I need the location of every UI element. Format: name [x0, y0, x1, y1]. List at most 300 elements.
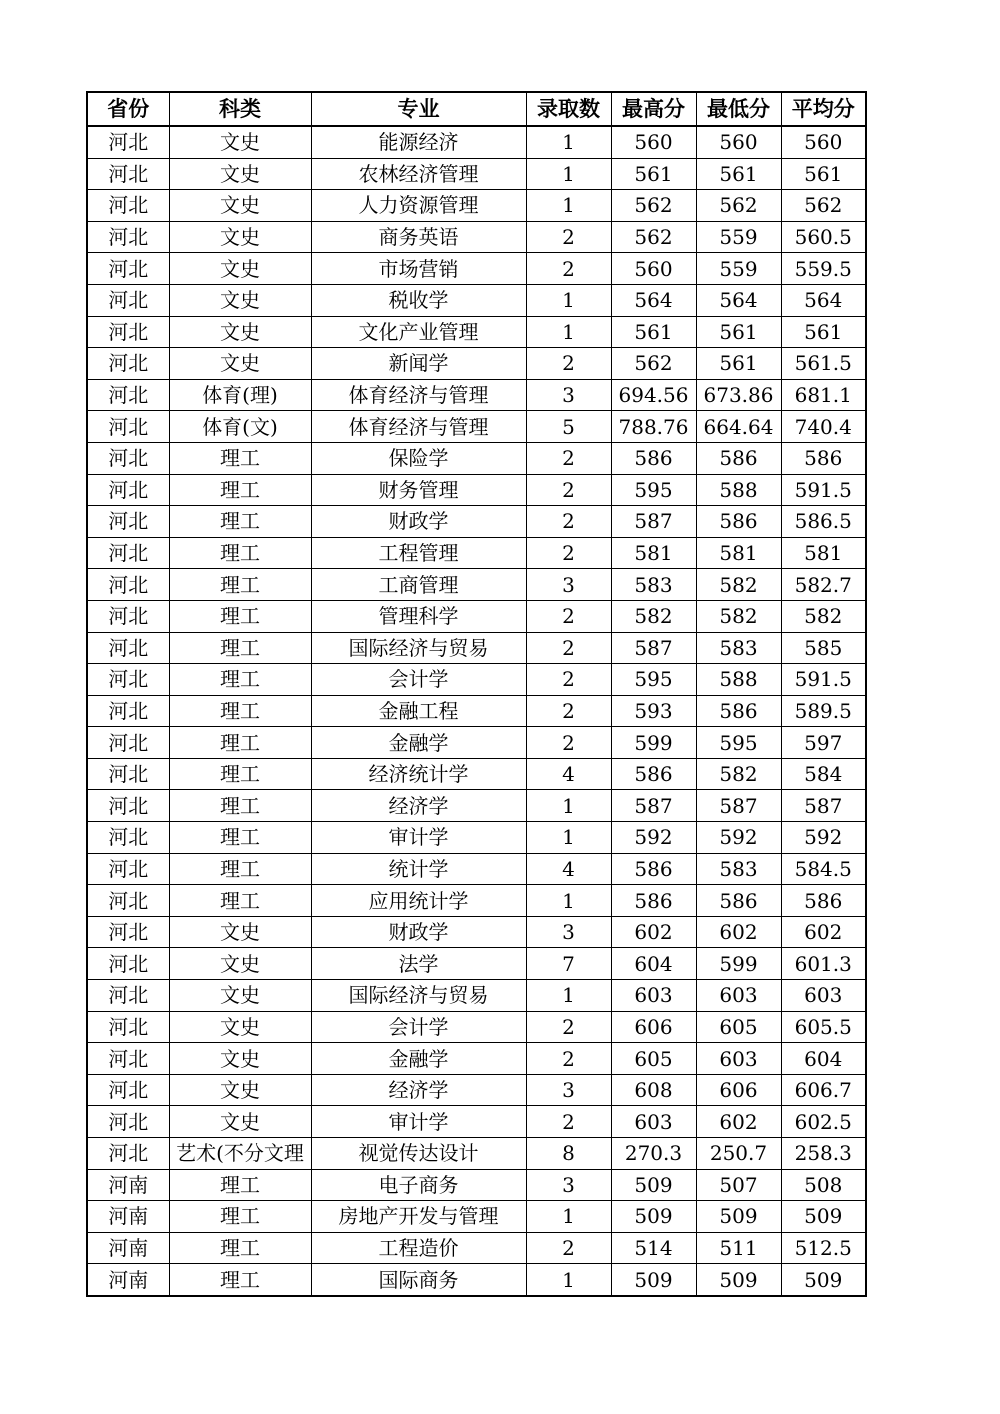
- cell-average-score: 584.5: [781, 853, 866, 885]
- cell-admitted-count: 2: [526, 664, 611, 696]
- cell-category: 文史: [169, 284, 311, 316]
- cell-province: 河北: [87, 1138, 169, 1170]
- cell-highest-score: 592: [611, 822, 696, 854]
- cell-major: 工商管理: [311, 569, 526, 601]
- cell-admitted-count: 2: [526, 348, 611, 380]
- cell-province: 河北: [87, 316, 169, 348]
- cell-admitted-count: 8: [526, 1138, 611, 1170]
- cell-average-score: 740.4: [781, 411, 866, 443]
- cell-province: 河北: [87, 442, 169, 474]
- cell-province: 河北: [87, 190, 169, 222]
- cell-major: 财政学: [311, 506, 526, 538]
- cell-major: 国际经济与贸易: [311, 632, 526, 664]
- cell-average-score: 681.1: [781, 379, 866, 411]
- cell-province: 河南: [87, 1169, 169, 1201]
- table-row: [87, 221, 866, 253]
- cell-admitted-count: 4: [526, 853, 611, 885]
- table-body: [87, 126, 866, 1296]
- cell-highest-score: 586: [611, 758, 696, 790]
- cell-admitted-count: 3: [526, 1169, 611, 1201]
- cell-highest-score: 606: [611, 1011, 696, 1043]
- cell-average-score: 586: [781, 885, 866, 917]
- header-average-score: 平均分: [781, 92, 866, 126]
- cell-category: 理工: [169, 1232, 311, 1264]
- cell-admitted-count: 3: [526, 379, 611, 411]
- cell-admitted-count: 1: [526, 316, 611, 348]
- cell-admitted-count: 1: [526, 980, 611, 1012]
- table-row: [87, 284, 866, 316]
- cell-lowest-score: 561: [696, 158, 781, 190]
- cell-category: 理工: [169, 822, 311, 854]
- table-row: [87, 158, 866, 190]
- cell-admitted-count: 2: [526, 221, 611, 253]
- cell-category: 文史: [169, 980, 311, 1012]
- cell-average-score: 561: [781, 316, 866, 348]
- cell-lowest-score: 582: [696, 569, 781, 601]
- cell-lowest-score: 588: [696, 474, 781, 506]
- cell-average-score: 602: [781, 916, 866, 948]
- cell-category: 理工: [169, 569, 311, 601]
- cell-admitted-count: 2: [526, 1106, 611, 1138]
- cell-admitted-count: 3: [526, 1074, 611, 1106]
- table-row: [87, 348, 866, 380]
- cell-average-score: 606.7: [781, 1074, 866, 1106]
- cell-average-score: 581: [781, 537, 866, 569]
- cell-highest-score: 595: [611, 474, 696, 506]
- cell-major: 经济学: [311, 790, 526, 822]
- cell-average-score: 585: [781, 632, 866, 664]
- cell-highest-score: 587: [611, 506, 696, 538]
- cell-admitted-count: 2: [526, 1043, 611, 1075]
- cell-average-score: 258.3: [781, 1138, 866, 1170]
- cell-lowest-score: 583: [696, 632, 781, 664]
- cell-lowest-score: 605: [696, 1011, 781, 1043]
- cell-province: 河北: [87, 158, 169, 190]
- cell-lowest-score: 562: [696, 190, 781, 222]
- cell-average-score: 586: [781, 442, 866, 474]
- cell-lowest-score: 602: [696, 1106, 781, 1138]
- cell-province: 河南: [87, 1264, 169, 1296]
- cell-province: 河南: [87, 1232, 169, 1264]
- cell-highest-score: 608: [611, 1074, 696, 1106]
- cell-major: 经济学: [311, 1074, 526, 1106]
- cell-average-score: 602.5: [781, 1106, 866, 1138]
- cell-lowest-score: 507: [696, 1169, 781, 1201]
- cell-category: 体育(文): [169, 411, 311, 443]
- cell-province: 河北: [87, 1043, 169, 1075]
- cell-highest-score: 564: [611, 284, 696, 316]
- cell-lowest-score: 561: [696, 348, 781, 380]
- cell-highest-score: 603: [611, 1106, 696, 1138]
- cell-category: 文史: [169, 1043, 311, 1075]
- cell-major: 市场营销: [311, 253, 526, 285]
- cell-highest-score: 514: [611, 1232, 696, 1264]
- cell-category: 理工: [169, 727, 311, 759]
- cell-major: 保险学: [311, 442, 526, 474]
- cell-admitted-count: 7: [526, 948, 611, 980]
- cell-admitted-count: 1: [526, 790, 611, 822]
- cell-major: 国际商务: [311, 1264, 526, 1296]
- cell-major: 金融学: [311, 727, 526, 759]
- cell-lowest-score: 581: [696, 537, 781, 569]
- cell-average-score: 586.5: [781, 506, 866, 538]
- cell-category: 理工: [169, 853, 311, 885]
- cell-highest-score: 582: [611, 600, 696, 632]
- table-row: [87, 253, 866, 285]
- cell-lowest-score: 586: [696, 442, 781, 474]
- cell-category: 理工: [169, 442, 311, 474]
- cell-highest-score: 586: [611, 853, 696, 885]
- cell-highest-score: 560: [611, 126, 696, 158]
- cell-average-score: 582: [781, 600, 866, 632]
- cell-admitted-count: 2: [526, 1011, 611, 1043]
- header-province: 省份: [87, 92, 169, 126]
- table-row: [87, 916, 866, 948]
- cell-major: 金融学: [311, 1043, 526, 1075]
- cell-major: 会计学: [311, 1011, 526, 1043]
- cell-admitted-count: 1: [526, 1264, 611, 1296]
- cell-lowest-score: 603: [696, 1043, 781, 1075]
- cell-major: 审计学: [311, 1106, 526, 1138]
- cell-province: 河北: [87, 948, 169, 980]
- cell-category: 文史: [169, 948, 311, 980]
- cell-major: 应用统计学: [311, 885, 526, 917]
- cell-major: 审计学: [311, 822, 526, 854]
- cell-province: 河北: [87, 474, 169, 506]
- table-row: [87, 379, 866, 411]
- table-row: [87, 885, 866, 917]
- cell-lowest-score: 509: [696, 1264, 781, 1296]
- table-row: [87, 1201, 866, 1233]
- cell-average-score: 512.5: [781, 1232, 866, 1264]
- cell-highest-score: 509: [611, 1264, 696, 1296]
- table-row: [87, 790, 866, 822]
- cell-average-score: 584: [781, 758, 866, 790]
- cell-lowest-score: 599: [696, 948, 781, 980]
- cell-highest-score: 603: [611, 980, 696, 1012]
- table-row: [87, 600, 866, 632]
- cell-average-score: 509: [781, 1201, 866, 1233]
- cell-admitted-count: 2: [526, 506, 611, 538]
- cell-average-score: 561: [781, 158, 866, 190]
- cell-highest-score: 581: [611, 537, 696, 569]
- cell-category: 理工: [169, 537, 311, 569]
- cell-admitted-count: 2: [526, 1232, 611, 1264]
- cell-major: 视觉传达设计: [311, 1138, 526, 1170]
- cell-major: 国际经济与贸易: [311, 980, 526, 1012]
- table-row: [87, 664, 866, 696]
- cell-major: 电子商务: [311, 1169, 526, 1201]
- cell-category: 理工: [169, 695, 311, 727]
- cell-admitted-count: 2: [526, 537, 611, 569]
- cell-average-score: 561.5: [781, 348, 866, 380]
- cell-category: 理工: [169, 885, 311, 917]
- cell-admitted-count: 4: [526, 758, 611, 790]
- cell-category: 艺术(不分文理: [169, 1138, 311, 1170]
- cell-lowest-score: 602: [696, 916, 781, 948]
- cell-province: 河北: [87, 727, 169, 759]
- cell-average-score: 605.5: [781, 1011, 866, 1043]
- header-lowest-score: 最低分: [696, 92, 781, 126]
- cell-province: 河北: [87, 411, 169, 443]
- cell-province: 河北: [87, 221, 169, 253]
- cell-lowest-score: 586: [696, 695, 781, 727]
- cell-major: 人力资源管理: [311, 190, 526, 222]
- cell-category: 文史: [169, 1074, 311, 1106]
- cell-major: 管理科学: [311, 600, 526, 632]
- cell-category: 体育(理): [169, 379, 311, 411]
- cell-major: 工程管理: [311, 537, 526, 569]
- cell-highest-score: 561: [611, 316, 696, 348]
- cell-lowest-score: 586: [696, 885, 781, 917]
- cell-category: 文史: [169, 348, 311, 380]
- cell-average-score: 560.5: [781, 221, 866, 253]
- cell-admitted-count: 2: [526, 253, 611, 285]
- cell-province: 河北: [87, 506, 169, 538]
- table-row: [87, 758, 866, 790]
- table-row: [87, 822, 866, 854]
- table-row: [87, 1169, 866, 1201]
- cell-lowest-score: 587: [696, 790, 781, 822]
- cell-major: 工程造价: [311, 1232, 526, 1264]
- cell-province: 河北: [87, 253, 169, 285]
- cell-major: 农林经济管理: [311, 158, 526, 190]
- cell-average-score: 597: [781, 727, 866, 759]
- cell-major: 能源经济: [311, 126, 526, 158]
- cell-major: 新闻学: [311, 348, 526, 380]
- cell-major: 财政学: [311, 916, 526, 948]
- cell-major: 财务管理: [311, 474, 526, 506]
- table-row: [87, 411, 866, 443]
- cell-category: 文史: [169, 253, 311, 285]
- cell-admitted-count: 2: [526, 695, 611, 727]
- cell-lowest-score: 559: [696, 253, 781, 285]
- cell-category: 理工: [169, 790, 311, 822]
- cell-lowest-score: 559: [696, 221, 781, 253]
- cell-category: 理工: [169, 664, 311, 696]
- cell-admitted-count: 1: [526, 885, 611, 917]
- cell-admitted-count: 1: [526, 822, 611, 854]
- cell-province: 河北: [87, 790, 169, 822]
- cell-highest-score: 270.3: [611, 1138, 696, 1170]
- cell-province: 河北: [87, 758, 169, 790]
- cell-highest-score: 509: [611, 1169, 696, 1201]
- cell-category: 理工: [169, 1264, 311, 1296]
- cell-highest-score: 599: [611, 727, 696, 759]
- cell-highest-score: 788.76: [611, 411, 696, 443]
- cell-admitted-count: 1: [526, 126, 611, 158]
- table-row: [87, 1011, 866, 1043]
- cell-province: 河北: [87, 284, 169, 316]
- cell-province: 河北: [87, 126, 169, 158]
- cell-admitted-count: 3: [526, 569, 611, 601]
- cell-highest-score: 586: [611, 442, 696, 474]
- cell-lowest-score: 603: [696, 980, 781, 1012]
- cell-province: 河北: [87, 916, 169, 948]
- header-row: [87, 92, 866, 126]
- cell-province: 河北: [87, 569, 169, 601]
- cell-average-score: 592: [781, 822, 866, 854]
- cell-province: 河北: [87, 664, 169, 696]
- cell-highest-score: 583: [611, 569, 696, 601]
- table-row: [87, 190, 866, 222]
- cell-admitted-count: 2: [526, 442, 611, 474]
- cell-province: 河北: [87, 348, 169, 380]
- cell-category: 理工: [169, 1169, 311, 1201]
- cell-average-score: 604: [781, 1043, 866, 1075]
- cell-province: 河南: [87, 1201, 169, 1233]
- cell-average-score: 582.7: [781, 569, 866, 601]
- cell-major: 文化产业管理: [311, 316, 526, 348]
- cell-admitted-count: 3: [526, 916, 611, 948]
- cell-lowest-score: 588: [696, 664, 781, 696]
- cell-lowest-score: 673.86: [696, 379, 781, 411]
- table-row: [87, 1232, 866, 1264]
- cell-lowest-score: 582: [696, 758, 781, 790]
- cell-average-score: 587: [781, 790, 866, 822]
- cell-highest-score: 595: [611, 664, 696, 696]
- table-row: [87, 727, 866, 759]
- cell-average-score: 591.5: [781, 474, 866, 506]
- cell-major: 法学: [311, 948, 526, 980]
- table-row: [87, 1138, 866, 1170]
- table-row: [87, 1106, 866, 1138]
- header-major: 专业: [311, 92, 526, 126]
- header-admitted-count: 录取数: [526, 92, 611, 126]
- table-row: [87, 1264, 866, 1296]
- cell-highest-score: 562: [611, 190, 696, 222]
- cell-category: 理工: [169, 758, 311, 790]
- cell-highest-score: 593: [611, 695, 696, 727]
- cell-lowest-score: 511: [696, 1232, 781, 1264]
- cell-admitted-count: 1: [526, 284, 611, 316]
- table-row: [87, 1074, 866, 1106]
- cell-lowest-score: 560: [696, 126, 781, 158]
- cell-category: 文史: [169, 158, 311, 190]
- cell-category: 理工: [169, 600, 311, 632]
- cell-province: 河北: [87, 600, 169, 632]
- cell-province: 河北: [87, 885, 169, 917]
- table-row: [87, 126, 866, 158]
- cell-province: 河北: [87, 379, 169, 411]
- table-row: [87, 506, 866, 538]
- cell-lowest-score: 595: [696, 727, 781, 759]
- cell-province: 河北: [87, 632, 169, 664]
- table-row: [87, 474, 866, 506]
- cell-highest-score: 587: [611, 790, 696, 822]
- admission-scores-table: [86, 91, 867, 1297]
- cell-major: 体育经济与管理: [311, 379, 526, 411]
- cell-province: 河北: [87, 853, 169, 885]
- cell-province: 河北: [87, 1074, 169, 1106]
- cell-admitted-count: 2: [526, 727, 611, 759]
- cell-highest-score: 694.56: [611, 379, 696, 411]
- header-category: 科类: [169, 92, 311, 126]
- table-row: [87, 980, 866, 1012]
- cell-lowest-score: 592: [696, 822, 781, 854]
- cell-highest-score: 587: [611, 632, 696, 664]
- table-row: [87, 948, 866, 980]
- cell-category: 文史: [169, 316, 311, 348]
- cell-major: 会计学: [311, 664, 526, 696]
- cell-admitted-count: 1: [526, 190, 611, 222]
- cell-category: 文史: [169, 221, 311, 253]
- cell-lowest-score: 583: [696, 853, 781, 885]
- cell-major: 房地产开发与管理: [311, 1201, 526, 1233]
- header-highest-score: 最高分: [611, 92, 696, 126]
- cell-category: 文史: [169, 916, 311, 948]
- cell-province: 河北: [87, 1106, 169, 1138]
- cell-lowest-score: 564: [696, 284, 781, 316]
- cell-admitted-count: 5: [526, 411, 611, 443]
- cell-category: 文史: [169, 1106, 311, 1138]
- cell-category: 文史: [169, 190, 311, 222]
- cell-major: 税收学: [311, 284, 526, 316]
- cell-category: 理工: [169, 1201, 311, 1233]
- cell-major: 统计学: [311, 853, 526, 885]
- cell-admitted-count: 1: [526, 1201, 611, 1233]
- cell-average-score: 589.5: [781, 695, 866, 727]
- cell-average-score: 601.3: [781, 948, 866, 980]
- cell-major: 金融工程: [311, 695, 526, 727]
- cell-average-score: 559.5: [781, 253, 866, 285]
- cell-lowest-score: 606: [696, 1074, 781, 1106]
- cell-average-score: 508: [781, 1169, 866, 1201]
- table-row: [87, 569, 866, 601]
- table-row: [87, 632, 866, 664]
- cell-lowest-score: 582: [696, 600, 781, 632]
- table-row: [87, 1043, 866, 1075]
- cell-average-score: 509: [781, 1264, 866, 1296]
- cell-lowest-score: 509: [696, 1201, 781, 1233]
- cell-province: 河北: [87, 537, 169, 569]
- cell-major: 商务英语: [311, 221, 526, 253]
- cell-highest-score: 560: [611, 253, 696, 285]
- cell-admitted-count: 2: [526, 600, 611, 632]
- cell-highest-score: 604: [611, 948, 696, 980]
- table-row: [87, 853, 866, 885]
- cell-average-score: 562: [781, 190, 866, 222]
- table-row: [87, 442, 866, 474]
- cell-highest-score: 562: [611, 221, 696, 253]
- cell-category: 理工: [169, 474, 311, 506]
- cell-province: 河北: [87, 695, 169, 727]
- cell-category: 理工: [169, 632, 311, 664]
- cell-highest-score: 602: [611, 916, 696, 948]
- cell-major: 经济统计学: [311, 758, 526, 790]
- cell-category: 理工: [169, 506, 311, 538]
- cell-lowest-score: 586: [696, 506, 781, 538]
- cell-highest-score: 586: [611, 885, 696, 917]
- cell-highest-score: 605: [611, 1043, 696, 1075]
- cell-average-score: 591.5: [781, 664, 866, 696]
- cell-lowest-score: 664.64: [696, 411, 781, 443]
- cell-province: 河北: [87, 980, 169, 1012]
- table-row: [87, 316, 866, 348]
- cell-average-score: 560: [781, 126, 866, 158]
- cell-average-score: 564: [781, 284, 866, 316]
- cell-lowest-score: 250.7: [696, 1138, 781, 1170]
- cell-admitted-count: 2: [526, 474, 611, 506]
- cell-province: 河北: [87, 822, 169, 854]
- cell-major: 体育经济与管理: [311, 411, 526, 443]
- table-row: [87, 695, 866, 727]
- cell-highest-score: 509: [611, 1201, 696, 1233]
- cell-admitted-count: 1: [526, 158, 611, 190]
- cell-category: 文史: [169, 126, 311, 158]
- cell-average-score: 603: [781, 980, 866, 1012]
- table-row: [87, 537, 866, 569]
